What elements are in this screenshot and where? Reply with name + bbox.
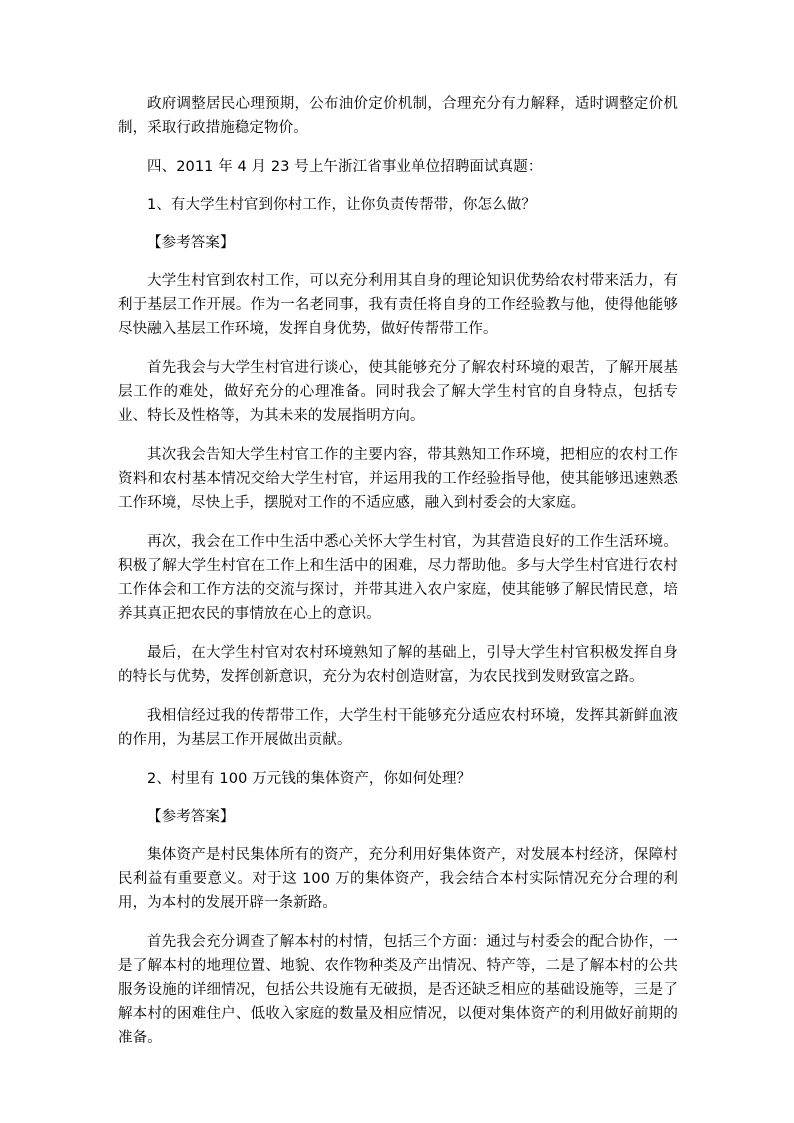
question-2-heading: 2、村里有 100 万元钱的集体资产，你如何处理？: [147, 771, 472, 787]
reference-answer-label-1: 【参考答案】: [147, 235, 235, 251]
document-body: [118, 92, 678, 1065]
section-heading-zhejiang-interview: 四、2011 年 4 月 23 号上午浙江省事业单位招聘面试真题：: [147, 159, 543, 175]
answer-1-intro: 大学生村官到农村工作，可以充分利用其自身的理论知识优势给农村带来活力，有利于基层工作开展。作为一名老同事，我有责任将自身的工作经验教与他，使得他能够尽快融入基层工作环境，发挥自身优势，做好传帮带工作。: [118, 273, 678, 337]
answer-1-conclusion: 我相信经过我的传帮带工作，大学生村干能够充分适应农村环境，发挥其新鲜血液的作用，为基层工作开展做出贡献。: [118, 708, 678, 748]
answer-1-second: 其次我会告知大学生村官工作的主要内容，带其熟知工作环境，把相应的农村工作资料和农村基本情况交给大学生村官，并运用我的工作经验指导他，使其能够迅速熟悉工作环境，尽快上手，摆脱对工作的不适应感，融入到村委会的大家庭。: [118, 447, 678, 511]
reference-answer-label-2: 【参考答案】: [147, 809, 235, 825]
answer-1-first: 首先我会与大学生村官进行谈心，使其能够充分了解农村环境的艰苦，了解开展基层工作的难处，做好充分的心理准备。同时我会了解大学生村官的自身特点，包括专业、特长及性格等，为其未来的发展指明方向。: [118, 360, 678, 424]
question-1-heading: 1、有大学生村官到你村工作，让你负责传帮带，你怎么做？: [147, 197, 536, 213]
answer-1-finally: 最后，在大学生村官对农村环境熟知了解的基础上，引导大学生村官积极发挥自身的特长与优势，发挥创新意识，充分为农村创造财富，为农民找到发财致富之路。: [118, 645, 678, 685]
answer-1-third: 再次，我会在工作中生活中悉心关怀大学生村官，为其营造良好的工作生活环境。积极了解大学生村官在工作上和生活中的困难，尽力帮助他。多与大学生村官进行农村工作体会和工作方法的交流与探讨，并带其进入农户家庭，使其能够了解民情民意，培养其真正把农民的事情放在心上的意识。: [118, 534, 678, 622]
answer-2-first: 首先我会充分调查了解本村的村情，包括三个方面：通过与村委会的配合协作，一是了解本村的地理位置、地貌、农作物种类及产出情况、特产等，二是了解本村的公共服务设施的详细情况，包括公共设施有无破损，是否还缺乏相应的基础设施等，三是了解本村的困难住户、低收入家庭的数量及相应情况，以便对集体资产的利用做好前期的准备。: [118, 934, 678, 1046]
answer-2-intro: 集体资产是村民集体所有的资产，充分利用好集体资产，对发展本村经济，保障村民利益有重要意义。对于这 100 万的集体资产，我会结合本村实际情况充分合理的利用，为本村的发展开辟一条新路。: [118, 847, 678, 911]
paragraph-oil-price-policy: 政府调整居民心理预期，公布油价定价机制，合理充分有力解释，适时调整定价机制，采取行政措施稳定物价。: [118, 96, 678, 136]
